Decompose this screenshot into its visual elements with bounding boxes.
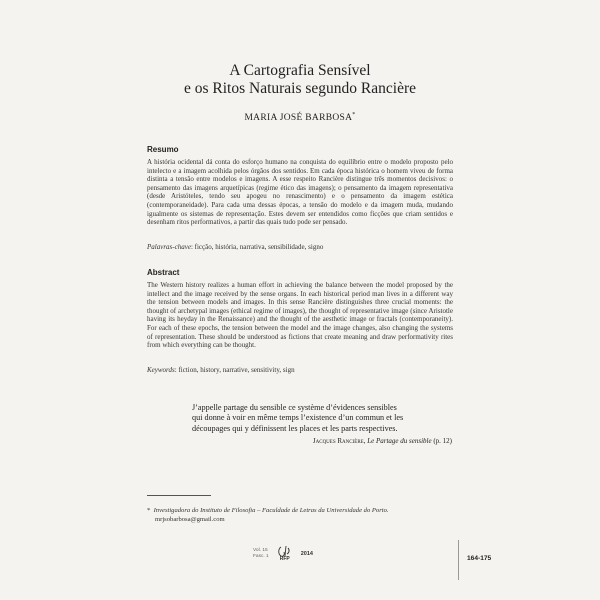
footer-vertical-rule	[458, 540, 459, 580]
abstract-heading: Abstract	[147, 268, 180, 277]
epigraph-line: J’appelle partage du sensible ce système d’évidences sensibles	[192, 403, 397, 412]
epigraph-separator: ,	[363, 437, 368, 445]
epigraph-attribution	[313, 437, 452, 445]
abstract-keywords-list: : fiction, history, narrative, sensitivity, sign	[174, 366, 295, 374]
article-title-line-1: A Cartografia Sensível	[229, 62, 371, 79]
author-footnote-marker: *	[352, 112, 356, 118]
abstract-text: The Western history realizes a human effort in achieving the balance between the model proposed by the intellect and the image received by the sense organs. In each historical period man lives in a different way the tension between models and images. In this sense Rancière distinguishes three crucial moments: the thought of archetypal images (ethical regime of images), the thought of representative image (since Aristotle having its heyday in the Renaissance) and the thought of the aesthetic image or fractals (contemporaneity). For each of these epochs, the tension between the model and the image changes, also changing the systems of representation. These should be understood as fictions that create meaning and draw performativity rites from which everything can be thought.	[147, 281, 453, 350]
article-title-line-2: e os Ritos Naturais segundo Rancière	[183, 80, 416, 97]
footnote-affiliation: Investigadora do Instituto de Filosofia – Faculdade de Letras da Universidade do Porto.	[153, 507, 389, 514]
footnote-email: mrjsobarbosa@gmail.com	[155, 516, 225, 523]
footnote	[147, 506, 457, 524]
resumo-text: A história ocidental dá conta do esforço humano na conquista do equilíbrio entre o modelo proposto pelo intelecto e a imagem acolhida pelos órgãos dos sentidos. Em cada época histórica o homem viveu de forma distinta a tensão entre modelos e imagens. A esse respeito Rancière distingue três momentos decisivos: o pensamento das imagens arquetípicas (regime ético das imagens); o pensamento da imagem representativa (desde Aristóteles, tendo seu apogeu no renascimento) e o pensamento da imagem estética (contemporaneidade). Para cada uma dessas épocas, a tensão do modelo e da imagem muda, mudando igualmente os sistemas de representação. Estes devem ser entendidos como ficções que criam sentidos e desenham ritos performativos, a partir das quais tudo pode ser pensado.	[147, 158, 453, 227]
abstract-keywords-label: Keywords	[147, 366, 175, 374]
issue-label: Fasc. 1	[253, 553, 269, 559]
epigraph-line: qui donne à voir en même temps l’existence d’un commun et les	[192, 413, 404, 423]
volume-label: Vol. 15	[253, 547, 268, 553]
resumo-heading: Resumo	[147, 145, 179, 154]
epigraph-line: découpages qui y définissent les places et les parts respectives.	[192, 423, 398, 433]
footnote-marker: *	[147, 507, 151, 514]
author-name	[0, 112, 600, 123]
footnote-divider	[147, 495, 211, 496]
author-name-text: MARIA JOSÉ BARBOSA	[244, 113, 353, 124]
resumo-keywords-label: Palavras-chave	[147, 243, 191, 251]
resumo-keywords-list: : ficção, história, narrativa, sensibilidade, signo	[190, 243, 324, 251]
journal-logo-icon	[274, 545, 296, 562]
publication-year: 2014	[300, 550, 313, 557]
resumo-keywords	[147, 243, 323, 251]
epigraph-work: Le Partage du sensible	[367, 437, 432, 445]
epigraph-quote	[192, 403, 454, 434]
journal-footer	[253, 545, 313, 562]
abstract-keywords	[147, 366, 295, 374]
epigraph-author: Jacques Rancière	[312, 437, 364, 445]
volume-issue	[253, 548, 269, 560]
epigraph-page: (p. 12)	[431, 437, 452, 445]
journal-logo-text: RFP	[279, 555, 290, 562]
page-range: 164-175	[467, 555, 492, 562]
